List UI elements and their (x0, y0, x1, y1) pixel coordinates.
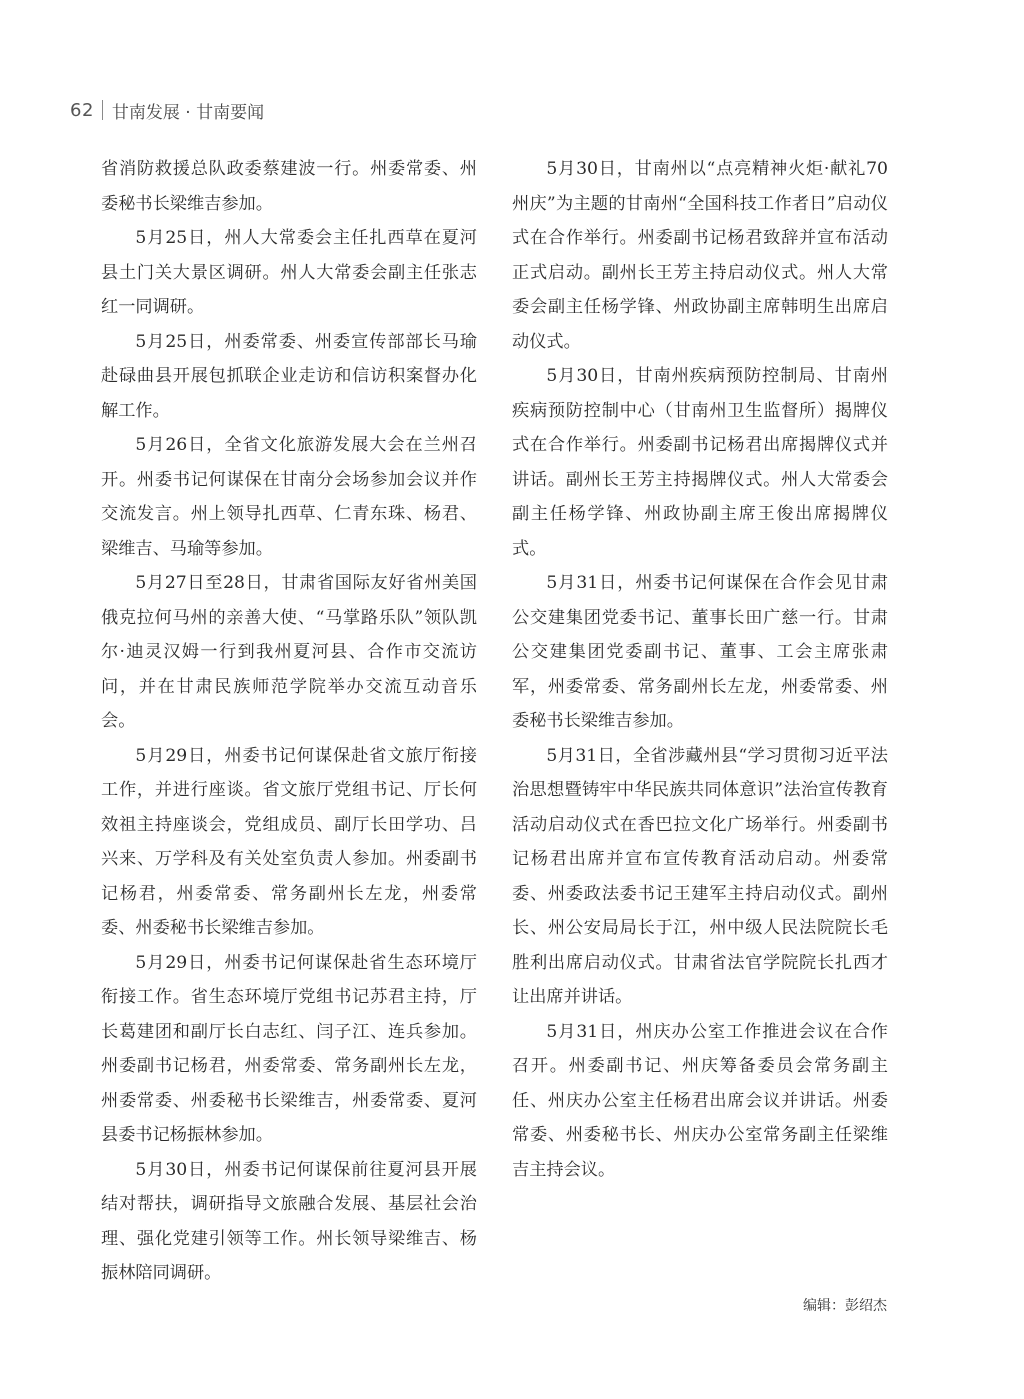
news-paragraph: 5月30日，甘南州以“点亮精神火炬·献礼70州庆”为主题的甘南州“全国科技工作者日”启动仪式在合作举行。州委副书记杨君致辞并宣布活动正式启动。副州长王芳主持启动仪式。州人大常委会副主任杨学锋、州政协副主席韩明生出席启动仪式。 (512, 159, 888, 352)
news-paragraph: 5月29日，州委书记何谋保赴省文旅厅衔接工作，并进行座谈。省文旅厅党组书记、厅长何效祖主持座谈会，党组成员、副厅长田学功、吕兴来、万学科及有关处室负责人参加。州委副书记杨君，州委常委、常务副州长左龙，州委常委、州委秘书长梁维吉参加。 (101, 745, 477, 938)
editor-credit: 编辑：彭绍杰 (803, 1298, 887, 1314)
news-paragraph: 5月31日，全省涉藏州县“学习贯彻习近平法治思想暨铸牢中华民族共同体意识”法治宣传教育活动启动仪式在香巴拉文化广场举行。州委副书记杨君出席并宣布宣传教育活动启动。州委常委、州委政法委书记王建军主持启动仪式。副州长、州公安局局长于江，州中级人民法院院长毛胜利出席启动仪式。甘肃省法官学院院长扎西才让出席并讲话。 (512, 745, 888, 1007)
news-paragraph: 5月26日，全省文化旅游发展大会在兰州召开。州委书记何谋保在甘南分会场参加会议并作交流发言。州上领导扎西草、仁青东珠、杨君、梁维吉、马瑜等参加。 (101, 435, 477, 559)
page-number: 62 (70, 99, 94, 121)
left-column (101, 152, 477, 1291)
section-title: 甘南发展 · 甘南要闻 (111, 102, 265, 123)
news-paragraph: 5月25日，州委常委、州委宣传部部长马瑜赴碌曲县开展包抓联企业走访和信访积案督办化解工作。 (101, 331, 477, 421)
page-header (70, 98, 264, 122)
news-paragraph: 省消防救援总队政委蔡建波一行。州委常委、州委秘书长梁维吉参加。 (101, 159, 477, 214)
news-paragraph: 5月25日，州人大常委会主任扎西草在夏河县土门关大景区调研。州人大常委会副主任张志红一同调研。 (101, 228, 477, 317)
news-paragraph: 5月30日，州委书记何谋保前往夏河县开展结对帮扶，调研指导文旅融合发展、基层社会治理、强化党建引领等工作。州长领导梁维吉、杨振林陪同调研。 (101, 1159, 477, 1283)
news-paragraph: 5月27日至28日，甘肃省国际友好省州美国俄克拉何马州的亲善大使、“马掌路乐队”领队凯尔·迪灵汉姆一行到我州夏河县、合作市交流访问，并在甘肃民族师范学院举办交流互动音乐会。 (101, 573, 477, 731)
news-paragraph: 5月29日，州委书记何谋保赴省生态环境厅衔接工作。省生态环境厅党组书记苏君主持，厅长葛建团和副厅长白志红、闫子江、连兵参加。州委副书记杨君，州委常委、常务副州长左龙，州委常委、州委秘书长梁维吉，州委常委、夏河县委书记杨振林参加。 (101, 952, 477, 1145)
right-column (512, 152, 888, 1187)
news-paragraph: 5月30日，甘南州疾病预防控制局、甘南州疾病预防控制中心（甘南州卫生监督所）揭牌仪式在合作举行。州委副书记杨君出席揭牌仪式并讲话。副州长王芳主持揭牌仪式。州人大常委会副主任杨学锋、州政协副主席王俊出席揭牌仪式。 (512, 366, 888, 559)
news-paragraph: 5月31日，州委书记何谋保在合作会见甘肃公交建集团党委书记、董事长田广慈一行。甘肃公交建集团党委副书记、董事、工会主席张肃军，州委常委、常务副州长左龙，州委常委、州委秘书长梁维吉参加。 (512, 573, 888, 731)
header-divider (102, 100, 103, 120)
news-paragraph: 5月31日，州庆办公室工作推进会议在合作召开。州委副书记、州庆筹备委员会常务副主任、州庆办公室主任杨君出席会议并讲话。州委常委、州委秘书长、州庆办公室常务副主任梁维吉主持会议。 (512, 1021, 888, 1180)
